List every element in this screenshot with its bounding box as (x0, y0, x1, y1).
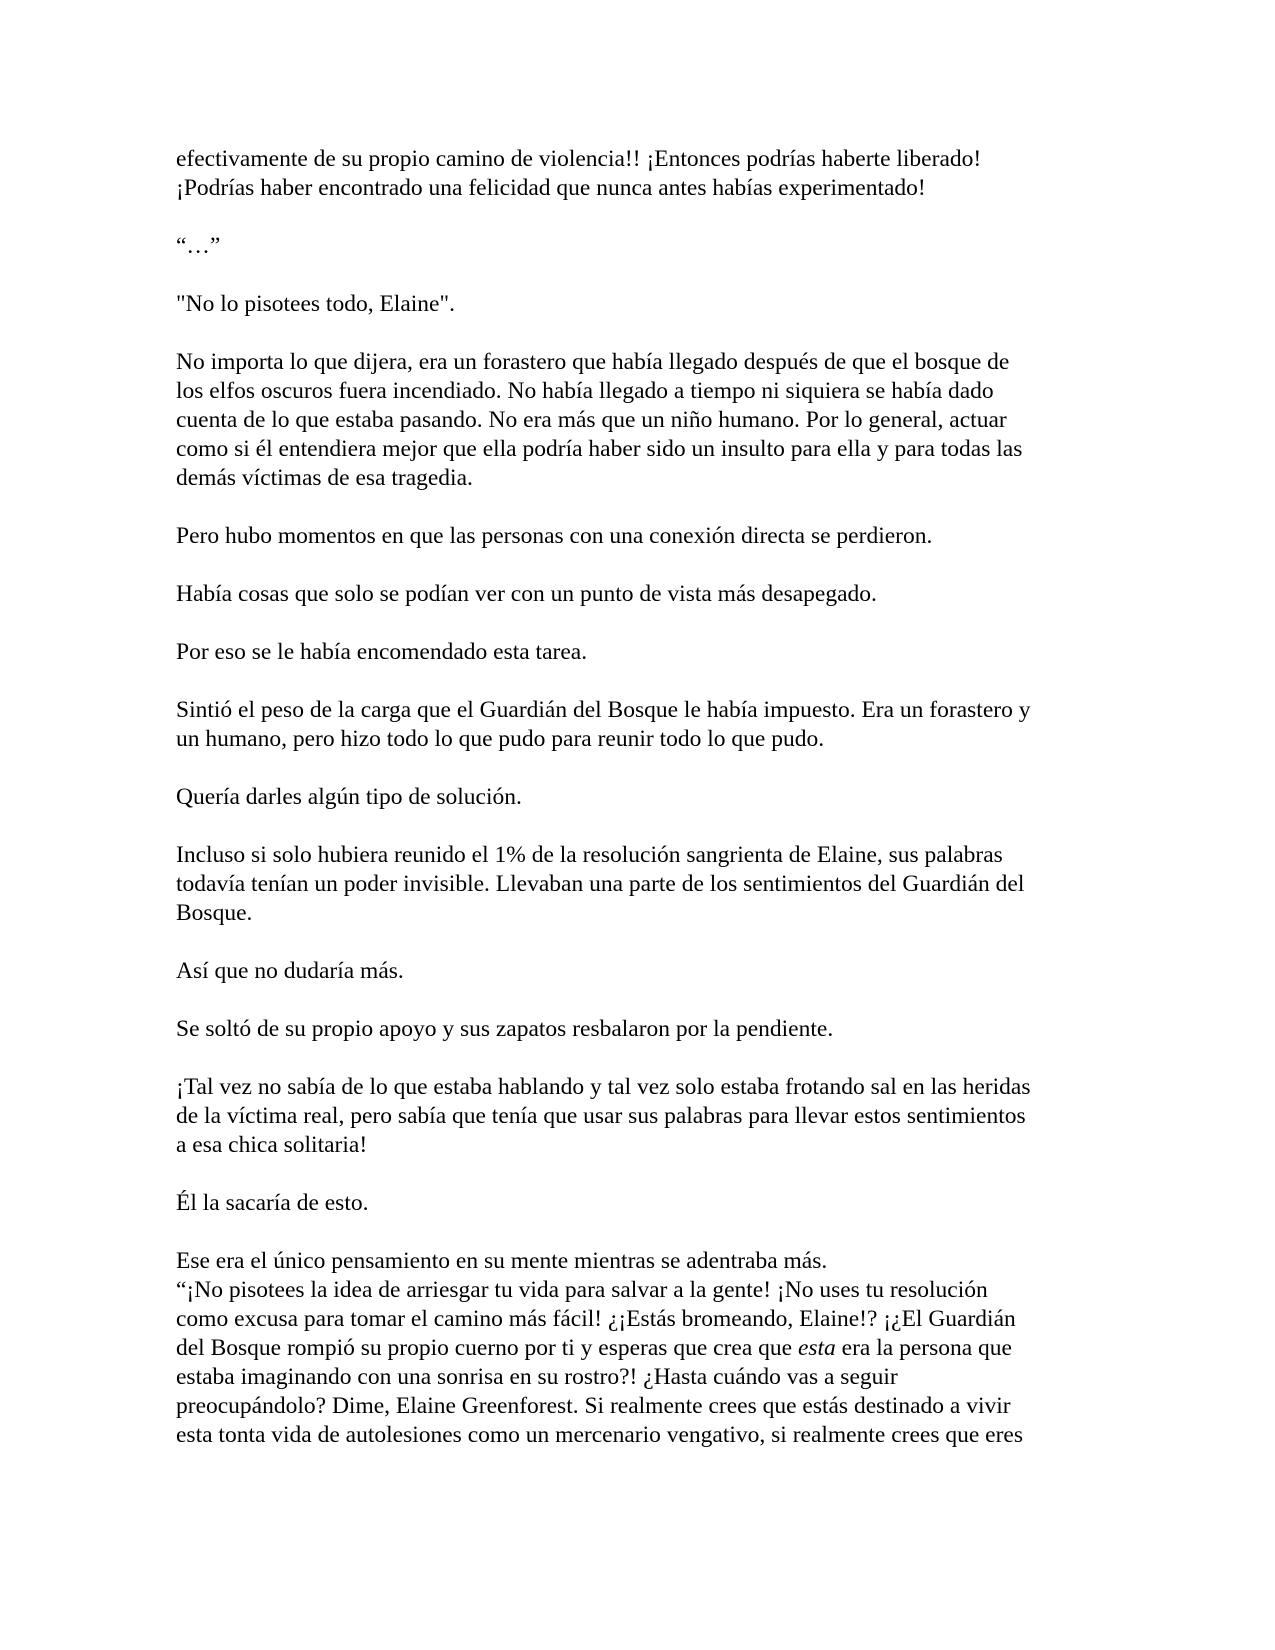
text-line: demás víctimas de esa tragedia. (176, 465, 473, 491)
paragraph (176, 841, 1106, 928)
paragraph (176, 1073, 1106, 1160)
text-line: ¡Podrías haber encontrado una felicidad que nunca antes habías experimentado! (176, 175, 926, 201)
text-line: Había cosas que solo se podían ver con un punto de vista más desapegado. (176, 581, 877, 607)
paragraph (176, 232, 1106, 261)
paragraph-list (176, 145, 1106, 1276)
text-line: Incluso si solo hubiera reunido el 1% de la resolución sangrienta de Elaine, sus palabras (176, 842, 1003, 868)
paragraph (176, 696, 1106, 754)
text-line: "No lo pisotees todo, Elaine". (176, 291, 455, 317)
text-line: como si él entendiera mejor que ella podría haber sido un insulto para ella y para todas las (176, 436, 1023, 462)
paragraph (176, 783, 1106, 812)
paragraph (176, 348, 1106, 493)
text-line: estaba imaginando con una sonrisa en su rostro?! ¿Hasta cuándo vas a seguir (176, 1364, 898, 1390)
text-line: a esa chica solitaria! (176, 1132, 368, 1158)
text-line: de la víctima real, pero sabía que tenía que usar sus palabras para llevar estos sentimientos (176, 1103, 1026, 1129)
text-line: cuenta de lo que estaba pasando. No era más que un niño humano. Por lo general, actuar (176, 407, 1007, 433)
text-line: como excusa para tomar el camino más fácil! ¿¡Estás bromeando, Elaine!? ¡¿El Guardián (176, 1306, 1016, 1332)
paragraph (176, 580, 1106, 609)
paragraph (176, 290, 1106, 319)
paragraph (176, 145, 1106, 203)
text-line: Se soltó de su propio apoyo y sus zapatos resbalaron por la pendiente. (176, 1016, 834, 1042)
text-line: Por eso se le había encomendado esta tarea. (176, 639, 588, 665)
text-line: ¡Tal vez no sabía de lo que estaba hablando y tal vez solo estaba frotando sal en las heridas (176, 1074, 1031, 1100)
document-body (176, 145, 1106, 1450)
text-line: Quería darles algún tipo de solución. (176, 784, 522, 810)
paragraph (176, 957, 1106, 986)
paragraph (176, 522, 1106, 551)
text-line: efectivamente de su propio camino de violencia!! ¡Entonces podrías haberte liberado! (176, 146, 982, 172)
text-line: “…” (176, 233, 221, 259)
emphasis-text: esta (797, 1335, 836, 1361)
text-line: Sintió el peso de la carga que el Guardián del Bosque le había impuesto. Era un forastero y (176, 697, 1031, 723)
text-line: todavía tenían un poder invisible. Llevaban una parte de los sentimientos del Guardián del (176, 871, 1025, 897)
text-line: esta tonta vida de autolesiones como un mercenario vengativo, si realmente crees que eres (176, 1422, 1023, 1448)
text-line: Así que no dudaría más. (176, 958, 404, 984)
paragraph (176, 1189, 1106, 1218)
text-line: Ese era el único pensamiento en su mente mientras se adentraba más. (176, 1248, 828, 1274)
text-line: un humano, pero hizo todo lo que pudo para reunir todo lo que pudo. (176, 726, 825, 752)
text-line: Pero hubo momentos en que las personas con una conexión directa se perdieron. (176, 523, 933, 549)
text-line: los elfos oscuros fuera incendiado. No había llegado a tiempo ni siquiera se había dado (176, 378, 994, 404)
text-line: era la persona que (835, 1335, 1012, 1361)
text-line: del Bosque rompió su propio cuerno por ti y esperas que crea que (176, 1335, 798, 1361)
final-paragraph (176, 1276, 1106, 1450)
text-line: Él la sacaría de esto. (176, 1190, 369, 1216)
text-line: “¡No pisotees la idea de arriesgar tu vida para salvar a la gente! ¡No uses tu resolución (176, 1277, 988, 1303)
text-line: No importa lo que dijera, era un forastero que había llegado después de que el bosque de (176, 349, 1010, 375)
text-line: Bosque. (176, 900, 253, 926)
text-line: preocupándolo? Dime, Elaine Greenforest. Si realmente crees que estás destinado a vivir (176, 1393, 1011, 1419)
paragraph (176, 1247, 1106, 1276)
paragraph (176, 638, 1106, 667)
paragraph (176, 1015, 1106, 1044)
